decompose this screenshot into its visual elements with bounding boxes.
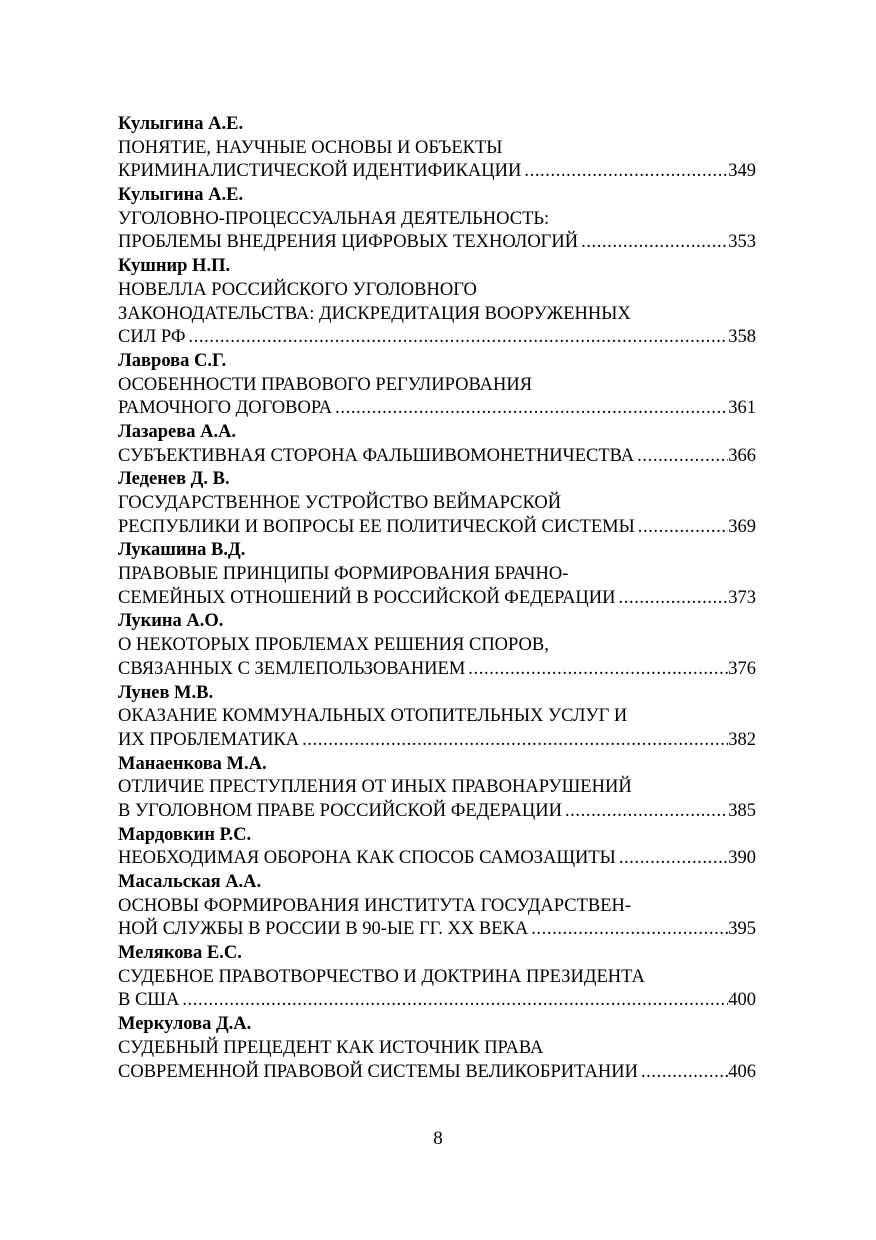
toc-entry-title-last-line [118, 918, 756, 942]
toc-entry [118, 753, 756, 824]
toc-entry [118, 1013, 756, 1084]
toc-entry-author: Лукина А.О. [118, 611, 224, 632]
toc-entry [118, 255, 756, 350]
toc-entry-title-last-line [118, 847, 756, 871]
toc-entry-page-number: 353 [728, 232, 756, 253]
table-of-contents [118, 113, 756, 1084]
toc-entry-page-number: 349 [728, 161, 756, 182]
toc-entry-author: Манаенкова М.А. [118, 753, 267, 774]
toc-entry-title-line: ОТЛИЧИЕ ПРЕСТУПЛЕНИЯ ОТ ИНЫХ ПРАВОНАРУШЕНИЙ [118, 777, 632, 798]
dot-leader [332, 397, 728, 421]
dot-leader [465, 658, 728, 682]
toc-entry-title-text: РАМОЧНОГО ДОГОВОРА [118, 398, 333, 419]
toc-entry-page-number: 406 [728, 1061, 756, 1082]
toc-entry-page-number: 373 [728, 587, 756, 608]
toc-entry-title-line: ЗАКОНОДАТЕЛЬСТВА: ДИСКРЕДИТАЦИЯ ВООРУЖЕННЫХ [118, 303, 631, 324]
toc-entry-title-text: СОВРЕМЕННОЙ ПРАВОВОЙ СИСТЕМЫ ВЕЛИКОБРИТАНИИ [118, 1061, 638, 1082]
toc-entry-title-line: НОВЕЛЛА РОССИЙСКОГО УГОЛОВНОГО [118, 279, 477, 300]
dot-leader [528, 918, 728, 942]
toc-entry [118, 942, 756, 1013]
toc-entry [118, 824, 756, 871]
toc-entry-page-number: 369 [728, 516, 756, 537]
toc-entry-title-line: ОСНОВЫ ФОРМИРОВАНИЯ ИНСТИТУТА ГОСУДАРСТВЕН- [118, 895, 632, 916]
toc-entry-author: Кулыгина А.Е. [118, 185, 244, 206]
toc-entry-title-last-line [118, 326, 756, 350]
toc-entry-title-last-line [118, 800, 756, 824]
toc-entry-page-number: 366 [728, 445, 756, 466]
dot-leader [616, 847, 728, 871]
dot-leader [634, 445, 728, 469]
toc-entry-author: Лунев М.В. [118, 682, 214, 703]
toc-entry-title-line: ПОНЯТИЕ, НАУЧНЫЕ ОСНОВЫ И ОБЪЕКТЫ [118, 137, 503, 158]
toc-entry-page-number: 395 [728, 919, 756, 940]
toc-entry-title-last-line [118, 658, 756, 682]
toc-entry-page-number: 382 [728, 729, 756, 750]
toc-entry-title-text: СУБЪЕКТИВНАЯ СТОРОНА ФАЛЬШИВОМОНЕТНИЧЕСТВА [118, 445, 635, 466]
toc-entry-title-last-line [118, 729, 756, 753]
dot-leader [562, 800, 728, 824]
dot-leader [635, 516, 729, 540]
toc-entry-title-text: СЕМЕЙНЫХ ОТНОШЕНИЙ В РОССИЙСКОЙ ФЕДЕРАЦИИ [118, 587, 616, 608]
dot-leader [578, 231, 728, 255]
toc-entry-author: Лазарева А.А. [118, 421, 237, 442]
toc-entry-title-last-line [118, 397, 756, 421]
toc-entry-title-line: ОСОБЕННОСТИ ПРАВОВОГО РЕГУЛИРОВАНИЯ [118, 374, 533, 395]
toc-entry-author: Кушнир Н.П. [118, 256, 231, 277]
toc-entry-title-text: ПРОБЛЕМЫ ВНЕДРЕНИЯ ЦИФРОВЫХ ТЕХНОЛОГИЙ [118, 232, 579, 253]
toc-entry-page-number: 400 [728, 990, 756, 1011]
toc-entry-title-last-line [118, 1061, 756, 1085]
toc-entry-page-number: 390 [728, 848, 756, 869]
toc-entry-page-number: 358 [728, 327, 756, 348]
toc-entry [118, 113, 756, 184]
toc-entry-page-number: 376 [728, 658, 756, 679]
toc-entry [118, 350, 756, 421]
toc-entry-title-text: РЕСПУБЛИКИ И ВОПРОСЫ ЕЕ ПОЛИТИЧЕСКОЙ СИСТЕМЫ [118, 516, 635, 537]
toc-entry-title-line: О НЕКОТОРЫХ ПРОБЛЕМАХ РЕШЕНИЯ СПОРОВ, [118, 635, 549, 656]
toc-entry-title-line: ОКАЗАНИЕ КОММУНАЛЬНЫХ ОТОПИТЕЛЬНЫХ УСЛУГ И [118, 706, 628, 727]
toc-entry-title-line: ГОСУДАРСТВЕННОЕ УСТРОЙСТВО ВЕЙМАРСКОЙ [118, 493, 562, 513]
toc-entry-title-text: ИХ ПРОБЛЕМАТИКА [118, 729, 300, 750]
toc-entry [118, 539, 756, 610]
toc-entry-title-last-line [118, 989, 756, 1013]
toc-entry [118, 468, 756, 539]
toc-entry-author: Лаврова С.Г. [118, 350, 227, 371]
dot-leader [616, 587, 729, 611]
toc-entry [118, 184, 756, 255]
toc-entry [118, 682, 756, 753]
dot-leader [299, 729, 728, 753]
toc-entry-title-last-line [118, 160, 756, 184]
toc-entry-title-last-line [118, 516, 756, 540]
toc-entry-author: Мелякова Е.С. [118, 943, 242, 964]
toc-entry [118, 421, 756, 468]
toc-entry-title-text: НОЙ СЛУЖБЫ В РОССИИ В 90-ЫЕ ГГ. XX ВЕКА [118, 919, 529, 940]
toc-entry-author: Меркулова Д.А. [118, 1014, 252, 1035]
toc-entry-title-last-line [118, 445, 756, 469]
toc-entry-author: Масальская А.А. [118, 872, 262, 892]
toc-entry-title-text: СИЛ РФ [118, 327, 186, 348]
toc-entry-title-text: КРИМИНАЛИСТИЧЕСКОЙ ИДЕНТИФИКАЦИИ [118, 161, 522, 182]
toc-entry-title-last-line [118, 587, 756, 611]
toc-entry-page-number: 385 [728, 800, 756, 821]
dot-leader [179, 989, 728, 1013]
toc-entry-author: Кулыгина А.Е. [118, 114, 244, 134]
page-number: 8 [433, 1128, 443, 1149]
toc-entry-title-text: СВЯЗАННЫХ С ЗЕМЛЕПОЛЬЗОВАНИЕМ [118, 658, 466, 679]
toc-entry-title-text: В США [118, 990, 180, 1011]
toc-entry-page-number: 361 [728, 398, 756, 419]
toc-entry-title-line: ПРАВОВЫЕ ПРИНЦИПЫ ФОРМИРОВАНИЯ БРАЧНО- [118, 564, 569, 585]
toc-entry [118, 610, 756, 681]
toc-entry-author: Лукашина В.Д. [118, 540, 246, 561]
toc-entry-title-line: СУДЕБНОЕ ПРАВОТВОРЧЕСТВО И ДОКТРИНА ПРЕЗИДЕНТА [118, 966, 645, 987]
toc-entry-title-text: НЕОБХОДИМАЯ ОБОРОНА КАК СПОСОБ САМОЗАЩИТЫ [118, 848, 616, 869]
dot-leader [185, 326, 728, 350]
toc-entry-title-line: УГОЛОВНО-ПРОЦЕССУАЛЬНАЯ ДЕЯТЕЛЬНОСТЬ: [118, 208, 550, 229]
dot-leader [638, 1061, 728, 1085]
toc-entry-author: Леденев Д. В. [118, 469, 230, 490]
toc-entry-title-last-line [118, 231, 756, 255]
toc-entry-author: Мардовкин Р.С. [118, 824, 252, 845]
toc-entry [118, 871, 756, 942]
toc-entry-title-line: СУДЕБНЫЙ ПРЕЦЕДЕНТ КАК ИСТОЧНИК ПРАВА [118, 1037, 544, 1058]
dot-leader [521, 160, 728, 184]
toc-entry-title-text: В УГОЛОВНОМ ПРАВЕ РОССИЙСКОЙ ФЕДЕРАЦИИ [118, 800, 562, 821]
